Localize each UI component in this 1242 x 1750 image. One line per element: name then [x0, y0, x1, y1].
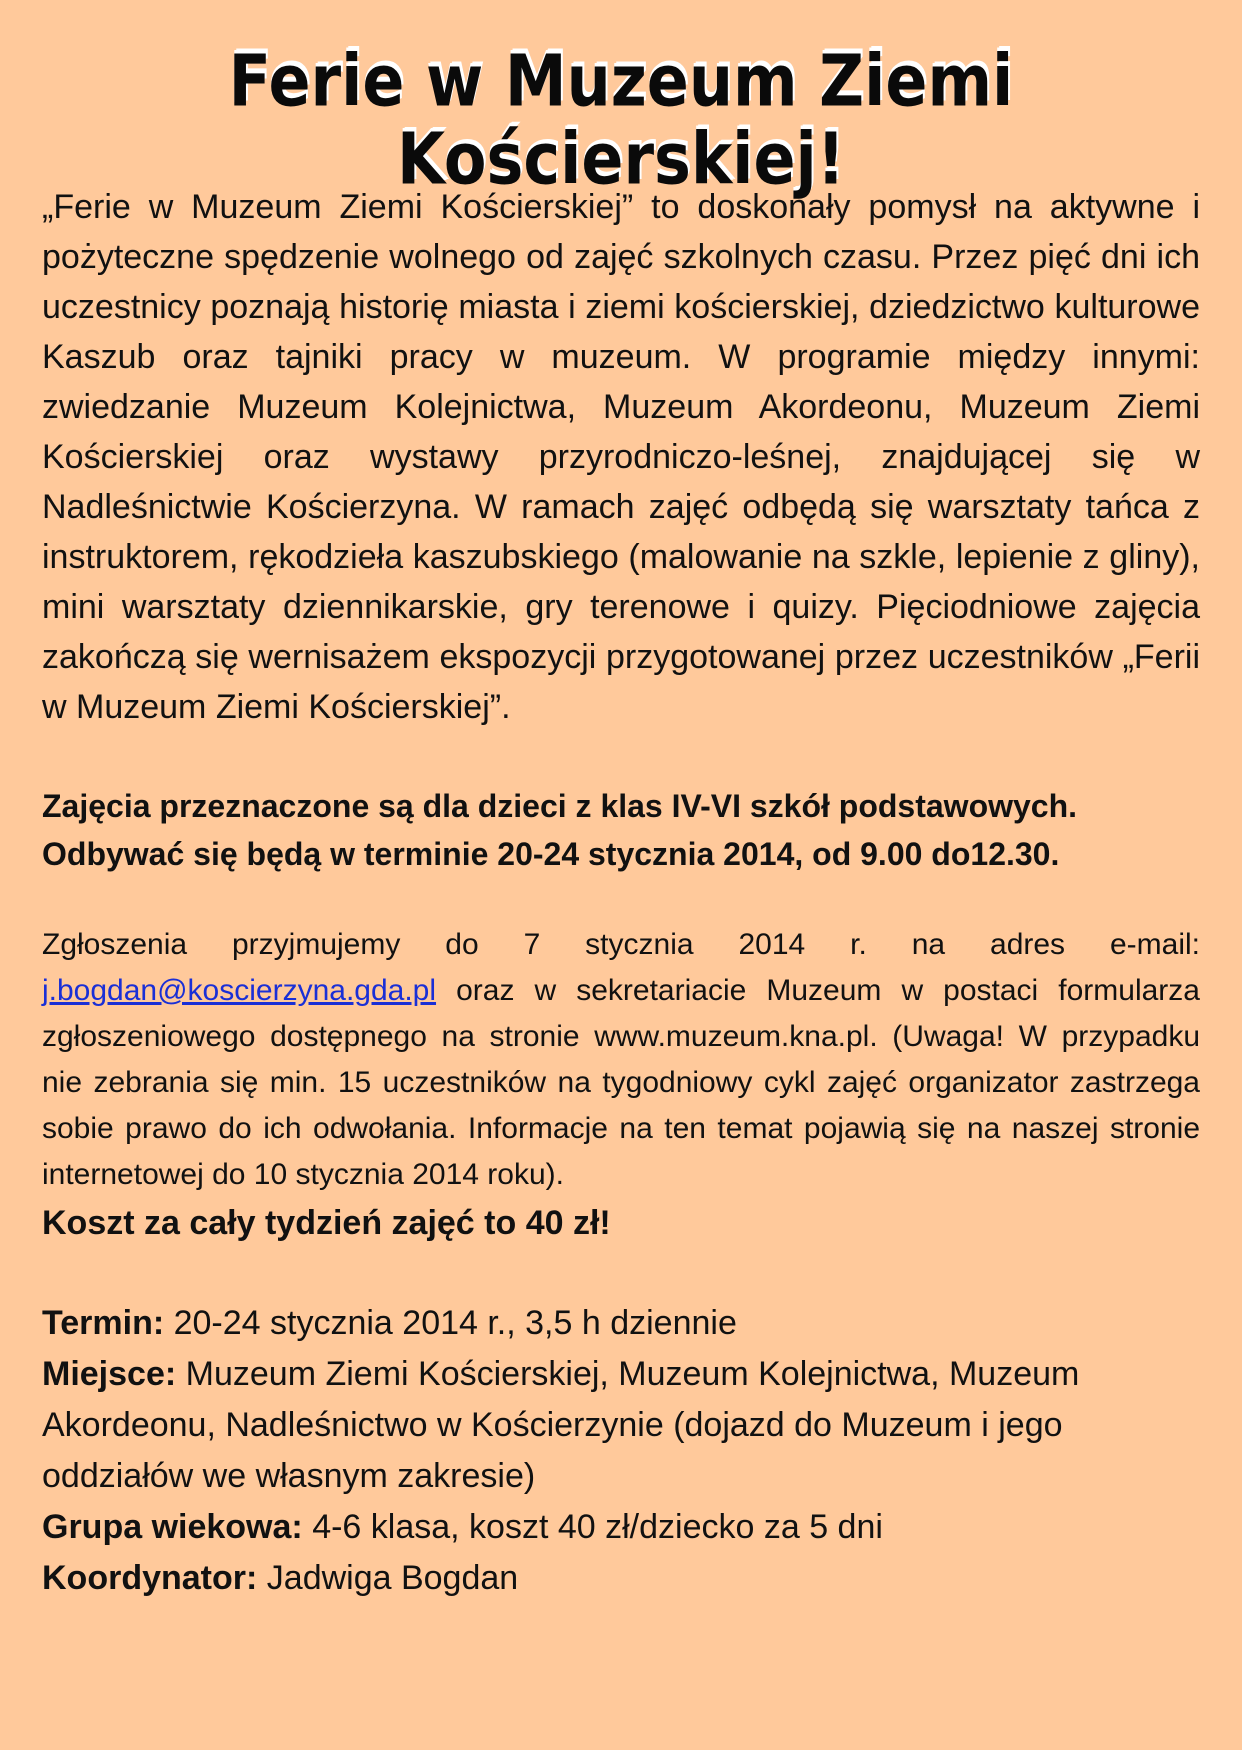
registration-lead: Zgłoszenia przyjmujemy do 7 stycznia 2014 r. na adres e-mail: — [42, 928, 1200, 961]
place-label: Miejsce: — [42, 1355, 177, 1393]
coordinator-value: Jadwiga Bogdan — [266, 1559, 519, 1597]
registration-after-email: oraz w sekretariacie Muzeum w postaci formularza zgłoszeniowego dostępnego na stronie www.muzeum.kna.pl. — [42, 974, 1200, 1053]
age-value: 4-6 klasa, koszt 40 zł/dziecko za 5 dni — [312, 1508, 883, 1546]
term-value: 20-24 stycznia 2014 r., 3,5 h dziennie — [173, 1304, 737, 1342]
detail-place — [42, 1349, 1200, 1502]
registration-note: (Uwaga! W przypadku nie zebrania się min. 15 uczestników na tygodniowy cykl zajęć organizator zastrzega sobie prawo do ich odwołania. Informacje na ten temat pojawią się na naszej stronie internetowej do 10 stycznia 2014 roku). — [42, 1020, 1200, 1191]
coordinator-label: Koordynator: — [42, 1559, 258, 1597]
schedule-line: Odbywać się będą w terminie 20-24 stycznia 2014, od 9.00 do12.30. — [42, 836, 1060, 872]
page-title: Ferie w Muzeum Ziemi Kościerskiej! — [228, 38, 1014, 201]
registration-paragraph — [42, 922, 1200, 1198]
age-label: Grupa wiekowa: — [42, 1508, 303, 1546]
detail-coordinator — [42, 1553, 1200, 1604]
audience-line: Zajęcia przeznaczone są dla dzieci z klas IV-VI szkół podstawowych. — [42, 788, 1078, 824]
audience-block — [42, 782, 1200, 878]
flyer-content — [42, 182, 1200, 1604]
intro-paragraph: „Ferie w Muzeum Ziemi Kościerskiej” to doskonały pomysł na aktywne i pożyteczne spędzenie wolnego od zajęć szkolnych czasu. Przez pięć dni ich uczestnicy poznają historię miasta i ziemi kościerskiej, dziedzictwo kulturowe Kaszub oraz tajniki pracy w muzeum. W programie między innymi: zwiedzanie Muzeum Kolejnictwa, Muzeum Akordeonu, Muzeum Ziemi Kościerskiej oraz wystawy przyrodniczo-leśnej, znajdującej się w Nadleśnictwie Kościerzyna. W ramach zajęć odbędą się warsztaty tańca z instruktorem, rękodzieła kaszubskiego (malowanie na szkle, lepienie z gliny), mini warsztaty dziennikarskie, gry terenowe i quizy. Pięciodniowe zajęcia zakończą się wernisażem ekspozycji przygotowanej przez uczestników „Ferii w Muzeum Ziemi Kościerskiej”. — [42, 188, 1200, 726]
email-link[interactable]: j.bogdan@koscierzyna.gda.pl — [42, 974, 437, 1007]
detail-term — [42, 1298, 1200, 1349]
detail-age-group — [42, 1502, 1200, 1553]
place-value: Muzeum Ziemi Kościerskiej, Muzeum Kolejnictwa, Muzeum Akordeonu, Nadleśnictwo w Kościerzynie (dojazd do Muzeum i jego oddziałów we własnym zakresie) — [42, 1355, 1080, 1495]
details-list — [42, 1298, 1200, 1604]
cost-line: Koszt za cały tydzień zajęć to 40 zł! — [42, 1204, 611, 1242]
term-label: Termin: — [42, 1304, 165, 1342]
